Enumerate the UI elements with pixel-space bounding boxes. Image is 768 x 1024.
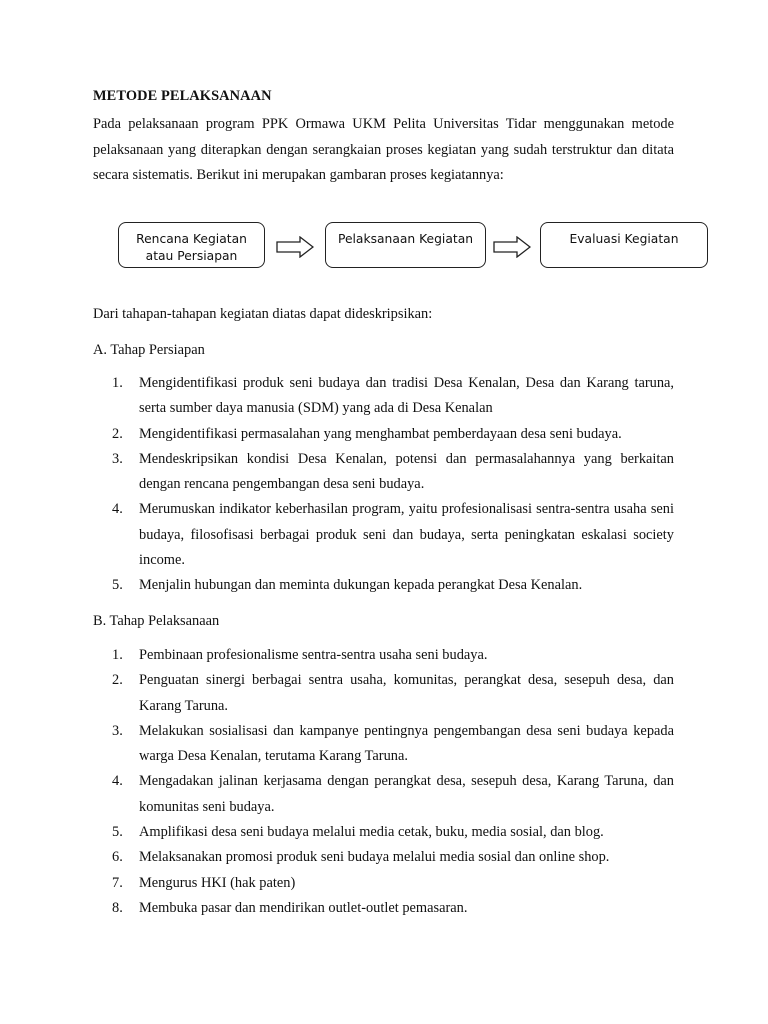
list-item	[112, 896, 674, 921]
list-item-text: Pembinaan profesionalisme sentra-sentra usaha seni budaya.	[139, 647, 488, 663]
section-intro-text: Dari tahapan-tahapan kegiatan diatas dapat dideskripsikan:	[93, 306, 433, 322]
list-item-number: 2.	[112, 672, 123, 689]
list-item	[112, 371, 674, 422]
list-item-text: Mendeskripsikan kondisi Desa Kenalan, potensi dan permasalahannya yang berkaitan dengan rencana pengembangan desa seni budaya.	[139, 450, 674, 493]
list-item-text: Menjalin hubungan dan meminta dukungan kepada perangkat Desa Kenalan.	[139, 577, 583, 594]
list-item-text: Membuka pasar dan mendirikan outlet-outlet pemasaran.	[139, 899, 468, 916]
flow-step-preparation	[118, 222, 265, 268]
list-item	[112, 573, 674, 598]
list-item-number: 5.	[112, 824, 123, 841]
section-b-title: B. Tahap Pelaksanaan	[93, 613, 220, 629]
intro-paragraph: Pada pelaksanaan program PPK Ormawa UKM Pelita Universitas Tidar menggunakan metode pelaksanaan yang diterapkan dengan serangkaian proses kegiatan yang sudah terstruktur dan ditata secara sistematis. Berikut ini merupakan gambaran proses kegiatannya:	[93, 116, 674, 183]
list-item	[112, 769, 674, 820]
list-item	[112, 643, 674, 668]
section-a-list	[112, 371, 674, 599]
list-item-number: 4.	[112, 773, 123, 790]
list-item	[112, 497, 674, 573]
flow-step-preparation-line2: atau Persiapan	[145, 249, 238, 263]
process-flow-diagram	[118, 222, 708, 272]
list-item-number: 5.	[112, 577, 123, 594]
list-item-number: 3.	[112, 722, 123, 739]
list-item-number: 6.	[112, 849, 123, 866]
list-item	[112, 422, 674, 447]
list-item-text: Mengidentifikasi produk seni budaya dan tradisi Desa Kenalan, Desa dan Karang taruna, serta sumber daya manusia (SDM) yang ada di Desa Kenalan	[139, 375, 674, 417]
list-item-text: Amplifikasi desa seni budaya melalui media cetak, buku, media sosial, dan blog.	[139, 824, 604, 841]
flow-step-implementation-label: Pelaksanaan Kegiatan	[337, 232, 474, 246]
list-item-number: 7.	[112, 874, 123, 891]
list-item-number: 4.	[112, 501, 123, 518]
list-item-number: 8.	[112, 899, 123, 916]
list-item-text: Mengurus HKI (hak paten)	[139, 874, 296, 891]
flow-arrow-2-icon	[493, 236, 531, 258]
list-item	[112, 845, 674, 870]
list-item	[112, 820, 674, 845]
document-body	[93, 86, 674, 189]
section-a-title: A. Tahap Persiapan	[93, 342, 205, 358]
list-item-text: Penguatan sinergi berbagai sentra usaha, komunitas, perangkat desa, sesepuh desa, dan Karang Taruna.	[139, 672, 674, 714]
list-item-number: 3.	[112, 450, 123, 467]
list-item	[112, 447, 674, 498]
flow-step-implementation	[325, 222, 486, 268]
list-item-number: 1.	[112, 647, 123, 663]
list-item-number: 2.	[112, 425, 123, 442]
flow-step-preparation-line1: Rencana Kegiatan	[136, 232, 247, 246]
list-item-text: Melaksanakan promosi produk seni budaya melalui media sosial dan online shop.	[139, 849, 610, 866]
list-item	[112, 668, 674, 719]
list-item-number: 1.	[112, 375, 123, 391]
section-b-list	[112, 643, 674, 921]
list-item	[112, 871, 674, 896]
list-item-text: Mengadakan jalinan kerjasama dengan perangkat desa, sesepuh desa, Karang Taruna, dan komunitas seni budaya.	[139, 773, 674, 815]
section-heading: METODE PELAKSANAAN	[93, 88, 272, 104]
list-item-text: Merumuskan indikator keberhasilan program, yaitu profesionalisasi sentra-sentra usaha seni budaya, filosofisasi berbagai produk seni dan budaya, serta peningkatan eskalasi society income.	[139, 501, 674, 569]
flow-step-evaluation	[540, 222, 708, 268]
list-item-text: Melakukan sosialisasi dan kampanye pentingnya pengembangan desa seni budaya kepada warga Desa Kenalan, terutama Karang Taruna.	[139, 722, 674, 765]
list-item-text: Mengidentifikasi permasalahan yang menghambat pemberdayaan desa seni budaya.	[139, 425, 622, 442]
flow-step-evaluation-label: Evaluasi Kegiatan	[569, 232, 679, 246]
flow-arrow-1-icon	[276, 236, 314, 258]
list-item	[112, 719, 674, 770]
